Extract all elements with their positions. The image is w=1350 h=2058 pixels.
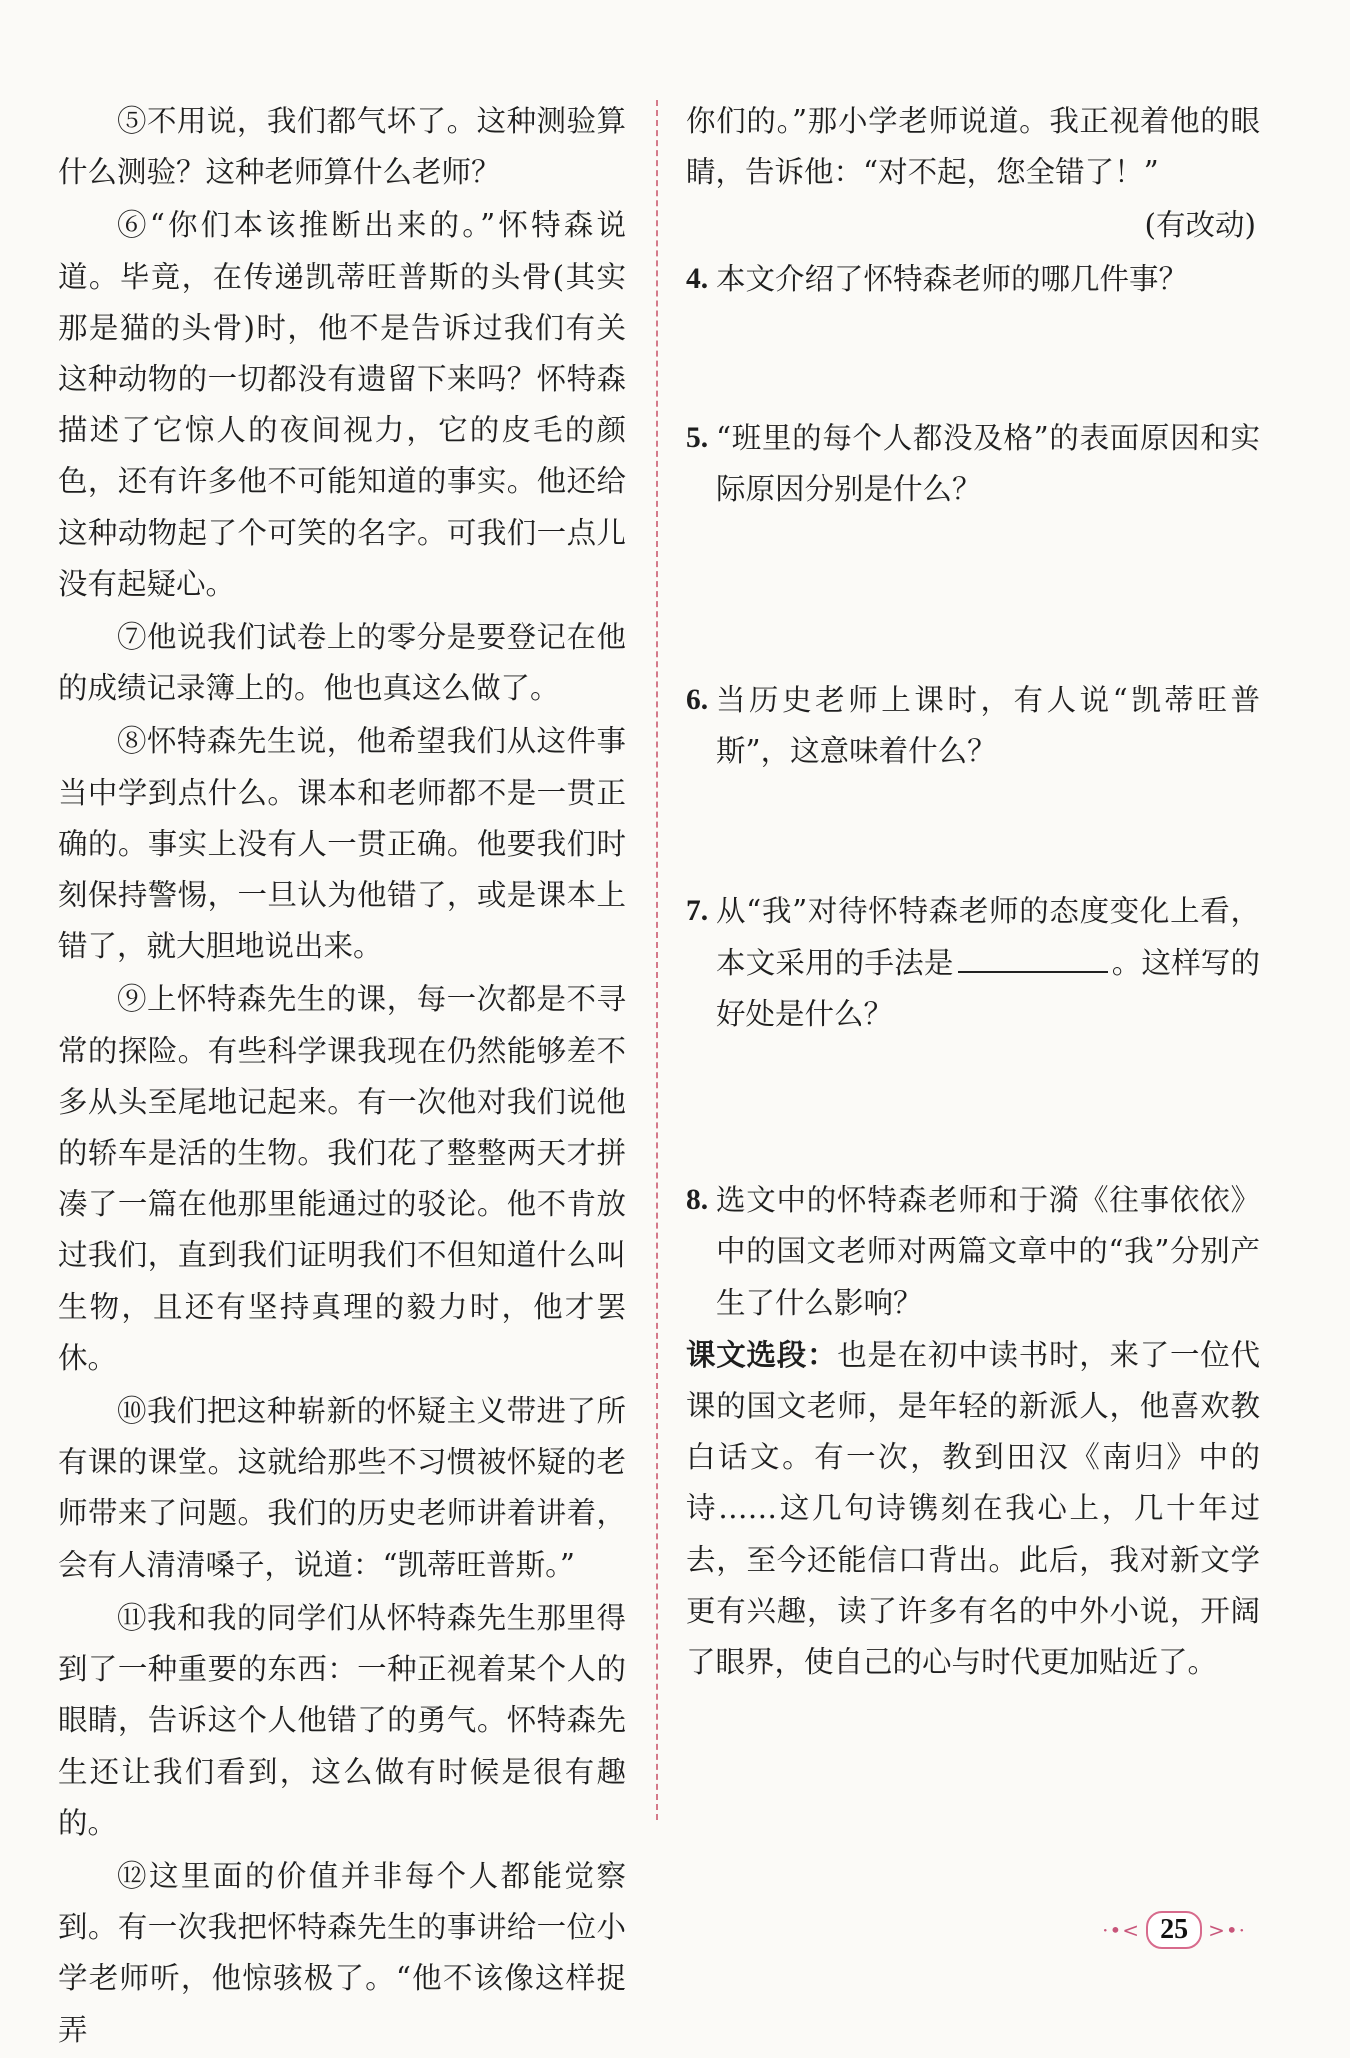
question-6 <box>686 675 1260 777</box>
paragraph-9: ⑨上怀特森先生的课，每一次都是不寻常的探险。有些科学课我现在仍然能够差不多从头至尾地记起来。有一次他对我们说他的轿车是活的生物。我们花了整整两天才拼凑了一篇在他那里能通过的驳论。他不肯放过我们，直到我们证明我们不但知道什么叫生物，且还有坚持真理的毅力时，他才罢休。 <box>58 982 626 1375</box>
ornament-left-icon: ·•< <box>1102 1918 1141 1942</box>
question-number: 7. <box>686 894 709 927</box>
question-text: 当历史老师上课时，有人说“凯蒂旺普斯”，这意味着什么？ <box>716 683 1260 769</box>
question-text: “班里的每个人都没及格”的表面原因和实际原因分别是什么？ <box>716 420 1260 507</box>
question-number: 4. <box>686 262 709 295</box>
source-note: (有改动) <box>1144 208 1256 243</box>
continuation-paragraph: 你们的。”那小学老师说道。我正视着他的眼睛，告诉他：“对不起，您全错了！” <box>686 104 1260 190</box>
question-4 <box>686 254 1260 305</box>
question-7 <box>686 886 1260 1041</box>
paragraph-11: ⑪我和我的同学们从怀特森先生那里得到了一种重要的东西：一种正视着某个人的眼睛，告诉这个人他错了的勇气。怀特森先生还让我们看到，这么做有时候是很有趣的。 <box>58 1600 626 1840</box>
right-column <box>686 96 1260 1690</box>
left-column <box>58 96 626 2058</box>
paragraph-8: ⑧怀特森先生说，他希望我们从这件事当中学到点什么。课本和老师都不是一贯正确的。事实上没有人一贯正确。他要我们时刻保持警惕，一旦认为他错了，或是课本上错了，就大胆地说出来。 <box>58 724 626 964</box>
page-number: 25 <box>1146 1911 1202 1949</box>
question-number: 8. <box>686 1184 709 1217</box>
ornament-right-icon: >•· <box>1208 1918 1246 1942</box>
question-5 <box>686 413 1260 515</box>
question-8 <box>686 1175 1260 1329</box>
question-number: 5. <box>686 421 709 454</box>
answer-space <box>686 305 1260 413</box>
question-text-before-blank: 从“我”对待怀特森老师的态度变化上看，本文采用的手法是 <box>716 893 1260 980</box>
textbook-excerpt <box>686 1329 1260 1688</box>
fill-in-blank <box>958 937 1108 973</box>
page-footer <box>1102 1911 1246 1949</box>
question-number: 6. <box>686 684 709 717</box>
answer-space <box>686 1040 1260 1175</box>
question-text-after-blank: 。这样写的好处是什么？ <box>716 945 1260 1032</box>
paragraph-10: ⑩我们把这种崭新的怀疑主义带进了所有课的课堂。这就给那些不习惯被怀疑的老师带来了问题。我们的历史老师讲着讲着，会有人清清嗓子，说道：“凯蒂旺普斯。” <box>58 1394 626 1582</box>
question-text: 本文介绍了怀特森老师的哪几件事？ <box>716 261 1189 296</box>
paragraph-12: ⑫这里面的价值并非每个人都能觉察到。有一次我把怀特森先生的事讲给一位小学老师听，他惊骇极了。“他不该像这样捉弄 <box>58 1858 626 2047</box>
excerpt-text: 也是在初中读书时，来了一位代课的国文老师，是年轻的新派人，他喜欢教白话文。有一次，教到田汉《南归》中的诗……这几句诗镌刻在我心上，几十年过去，至今还能信口背出。此后，我对新文学更有兴趣，读了许多有名的中外小说，开阔了眼界，使自己的心与时代更加贴近了。 <box>686 1337 1260 1680</box>
question-text: 选文中的怀特森老师和于漪《往事依依》中的国文老师对两篇文章中的“我”分别产生了什么影响？ <box>716 1183 1260 1320</box>
paragraph-7: ⑦他说我们试卷上的零分是要登记在他的成绩记录簿上的。他也真这么做了。 <box>58 620 626 706</box>
answer-space <box>686 778 1260 886</box>
paragraph-6: ⑥“你们本该推断出来的。”怀特森说道。毕竟，在传递凯蒂旺普斯的头骨(其实那是猫的头骨)时，他不是告诉过我们有关这种动物的一切都没有遗留下来吗？怀特森描述了它惊人的夜间视力，它的皮毛的颜色，还有许多他不可能知道的事实。他还给这种动物起了个可笑的名字。可我们一点儿没有起疑心。 <box>58 208 626 601</box>
answer-space <box>686 515 1260 675</box>
paragraph-5: ⑤不用说，我们都气坏了。这种测验算什么测验？这种老师算什么老师？ <box>58 104 626 190</box>
column-divider <box>656 100 658 1820</box>
excerpt-label: 课文选段： <box>686 1336 838 1372</box>
